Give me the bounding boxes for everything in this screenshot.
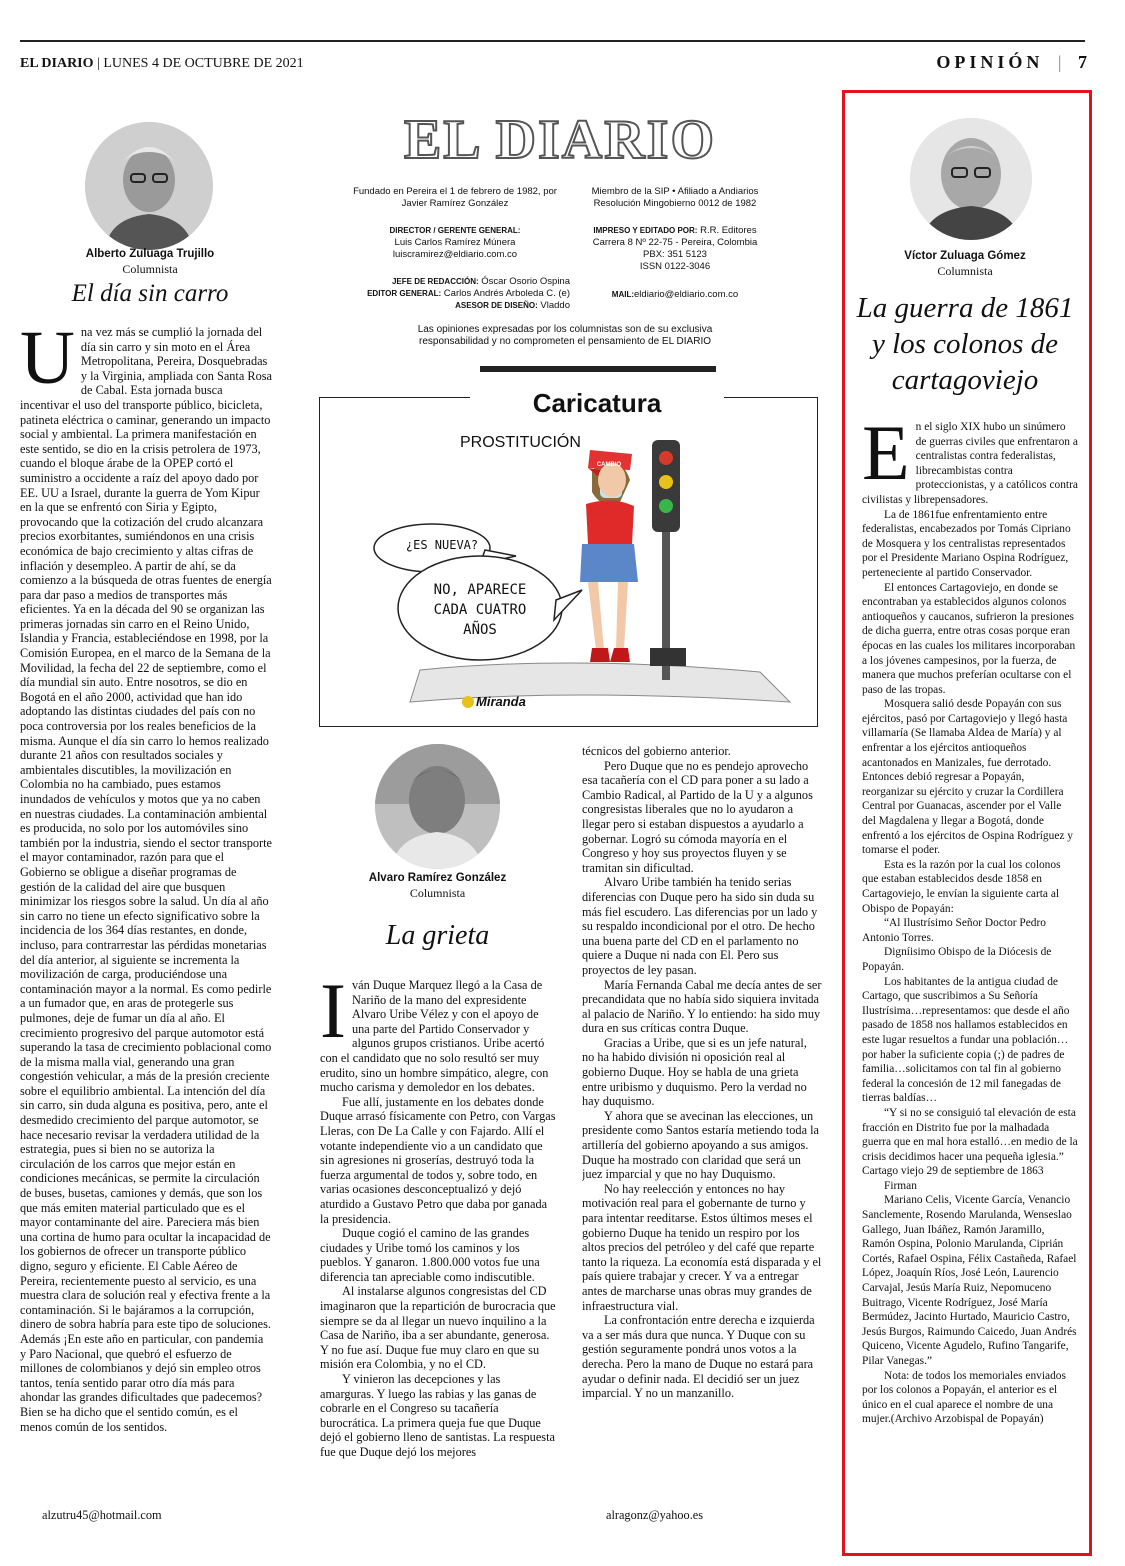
director-block bbox=[350, 225, 560, 261]
paragraph: n el siglo XIX hubo un sinúmero de guerras civiles que enfrentaron a centralistas contra federalistas, librecambistas contra proteccionistas, y a católicos contra civilistas y librepensadores. bbox=[862, 421, 1078, 506]
portrait-icon bbox=[375, 744, 500, 869]
paragraph: Y vinieron las decepciones y las amarguras. Y luego las rabias y las ganas de cobrarle en el Congreso su tacañería burocrática. La primera queja fue que Duque dejó el gobierno lleno de santistas. La respuesta fue que Duque dejó los mejores bbox=[320, 1372, 555, 1459]
member-info: Miembro de la SIP • Afiliado a Andiarios Resolución Mingobierno 0012 de 1982 bbox=[591, 186, 759, 209]
founded-info: Fundado en Pereira el 1 de febrero de 1982, por Javier Ramírez González bbox=[353, 186, 557, 209]
drop-cap: I bbox=[320, 978, 346, 1054]
portrait-icon bbox=[910, 118, 1032, 240]
paragraph: Gracias a Uribe, que si es un jefe natural, no ha habido división ni oposición real al gobierno Duque. Hoy se habla de una grieta entre uribismo y duquismo. Pero la verdad no hay duquismo. bbox=[582, 1035, 807, 1109]
paragraph: Y ahora que se avecinan las elecciones, un presidente como Santos estaría metiendo toda la artillería del gobierno apoyando a sus amigos. Duque ha mostrado con claridad que será un juez imparcial y que no hay Duquismo. bbox=[582, 1108, 819, 1182]
mail-address: eldiario@eldiario.com.co bbox=[634, 289, 739, 300]
director-name: Luis Carlos Ramírez Múnera bbox=[394, 237, 516, 248]
cartoon-signature: Miranda bbox=[476, 694, 526, 709]
mail-block bbox=[575, 289, 775, 301]
portrait-icon bbox=[85, 122, 213, 250]
page-number: 7 bbox=[1078, 52, 1087, 72]
paragraph: na vez más se cumplió la jornada del día sin carro y sin moto en el Área Metropolitana, Pereira, Dosquebradas y la Virginia, ampliada con Santa Rosa de Cabal. Esta jornada busca incentivar el uso del transporte público, bicicleta, patineta eléctrica o caminar, generando un impacto social y ambiental. La primera manifestación en este sentido, se dio en la crisis petrolera de 1973, cuando el bloque árabe de la OPEP cortó el suministro a occidente a raíz del apoyo dado por EE. UU a Israel, durante la guerra de Yom Kipur en la que se enfrentó con Siria y Egipto, provocando que la cotización del crudo alcanzara precios exorbitantes, sumiéndonos en una crisis económica de bajo crecimiento y altas cifras de inflación y desempleo. A partir de ahí, se da comienzo a la búsqueda de otras fuentes de energía para dar paso a medios de transportes más eficientes. Ya en la década del 90 se organizan las primeras jornadas sin carro en el Reino Unido, Islandia y Francia, estableciéndose en 1998, por la Comisión Europea, en el marco de la Semana de la Movilidad, la fecha del 22 de septiembre, como el día mundial sin auto. Entre nosotros, se dio en Bogotá en el año 2000, actividad que han ido adoptando las distintas ciudades del país con no poca controversia por los reales beneficios de la misma. Aunque el día sin carro lo hemos realizado durante 21 años con resultados sociales y ambientales discutibles, la movilización en Colombia no ha cambiado, pues estamos inundados de vehículos y motos que ya no caben en nuestras ciudades. La contaminación ambiental es producida, no solo por los automóviles sino también por la industria, siendo el sector transporte el mayor contaminador, razón para que el Gobierno se obligue a diseñar programas de gestión de la calidad del aire que busquen minimizar los riesgos sobre la salud. Un día al año sin carro no tiene un efecto significativo sobre la incidencia de los 364 días restantes, en donde, incluso, para contrarrestar las pérdidas monetarias del día anterior, al siguiente se incrementa la movilización de carga, produciéndose una contaminación mayor a la normal. Es como pedirle a un fumador que, en aras de protegerle sus pulmones, deje de fumar un día al año. El crecimiento progresivo del parque automotor está superando la tasa de crecimiento poblacional como de la misma malla vial, generando una gran congestión vehicular, a más de la presión creciente sobre el equilibrio ambiental. La intención del día sin carro, sin duda alguna es positiva, pero, ante el desmedido crecimiento del parque automotor, se hace necesario revisar la verdadera utilidad de la estrategia, pues si bien no se autoriza la circulación de los carros que mejor están en condiciones mecánicas, se permite la circulación de buses, busetas, camiones y demás, que son los que más emiten material particulado que es el mayor contaminante del aire. Pareciera más bien una cortina de humo para ocultar la incapacidad de los gobiernos de ofrecer un transporte público digno, seguro y eficiente. El Cable Aéreo de Pereira, recientemente puesto al servicio, es una muestra clara de solución real y efectiva frente a la contaminación. Si le bajáramos a la corrupción, dinero de sobra habría para este tipo de soluciones. Además ¡En este año en particular, con pandemia y Paro Nacional, que quebró el esfuerzo de millones de colombianos y dejó sin empleo otros tantos, tenía sentido parar otro día más para ahondar las grandes dificultades que padecemos? Bien se ha dicho que el sentido común, es el menos común de los sentidos. bbox=[20, 325, 272, 1434]
article-body-col2-left bbox=[320, 978, 557, 1528]
drop-cap: U bbox=[20, 325, 75, 400]
paragraph: Firman bbox=[884, 1179, 917, 1192]
section-name: OPINIÓN bbox=[936, 52, 1044, 72]
asesor-name: Vladdo bbox=[540, 300, 570, 311]
paragraph: ván Duque Marquez llegó a la Casa de Nariño de la mano del expresidente Alvaro Uribe Vélez y con el apoyo de una parte del Partido Conservador y algunos grupos cristianos. Uribe acertó con el candidato que no solo resultó ser muy erudito, sino un hombre simpático, alegre, con mucho carisma y demoledor en los debates. bbox=[320, 978, 549, 1095]
paragraph: El entonces Cartagoviejo, en donde se encontraban ya establecidos algunos colonos antioqueños y caucanos, sufrieron la presiones de dicha guerra, entre otras cosas porque eran épocas en las cuales los militares incorporaban a los jóvenes campesinos, por la fuerza, de manera que muchos preferían ocultarse con el paso de las tropas. bbox=[862, 581, 1076, 696]
cartoon-title: Caricatura bbox=[470, 388, 724, 419]
author-name: Víctor Zuluaga Gómez bbox=[904, 250, 1026, 262]
author-photo-victor bbox=[910, 118, 1032, 240]
paragraph: Pero Duque que no es pendejo aprovecho esa tacañería con el CD para poner a su lado a Cambio Radical, al Partido de la U y a algunos congresistas liberales que no lo ayudaron a llegar pero si estaban dispuestos a ayudarlo a gobernar. Logró su cómoda mayoría en el Congreso y hoy sus proyectos fluyen y se tramitan sin dificultad. bbox=[582, 758, 813, 875]
paragraph: Los habitantes de la antigua ciudad de Cartago, que suscribimos a Su Señoría Ilustrísima…representamos: que desde el año pasado de 1858 nos hallamos establecidos en este lugar resueltos a fundar una población… por haber la suficiente copia (;) de padres de familia…solicitamos con tal fin al gobierno federal la concesión de 12 mil fanegadas de tierras baldías… bbox=[862, 975, 1070, 1105]
printer-label: IMPRESO Y EDITADO POR: bbox=[593, 226, 698, 235]
paragraph: Mosquera salió desde Popayán con sus ejércitos, pasó por Cartagoviejo y llegó hasta villamaría (Se llamaba Aldea de María) y al enfrentar a los ejércitos antioqueños acantonados en Manizales, fue derrotado. Entonces debió regresar a Popayán, reorganizar su ejército y cruzar la Cordillera Central por Guanacas, ascender por el Valle del Magdalena y llegar a Bogotá, donde enfrentó a los ejércitos de Ospina Rodríguez y tomarse el poder. bbox=[862, 698, 1073, 857]
page-header-right: OPINIÓN | 7 bbox=[936, 52, 1087, 72]
author-role: Columnista bbox=[409, 886, 466, 900]
author-photo-alvaro bbox=[375, 744, 500, 869]
printer-issn: ISSN 0122-3046 bbox=[639, 261, 711, 272]
author-role: Columnista bbox=[937, 264, 993, 278]
printer-block bbox=[575, 225, 775, 273]
paragraph: “Al Ilustrísimo Señor Doctor Pedro Antonio Torres. bbox=[862, 917, 1046, 944]
paragraph: La de 1861fue enfrentamiento entre federalistas, encabezados por Tomás Cipriano de Mosquera y los centralistas representados por el Presidente Mariano Ospina Rodríguez, perteneciente al partido Conservador. bbox=[862, 508, 1071, 579]
mail-label: MAIL: bbox=[611, 290, 635, 299]
paper-name: EL DIARIO bbox=[20, 56, 94, 71]
paragraph: Al instalarse algunos congresistas del CD imaginaron que la repartición de burocracia que siempre se da al llegar un nuevo inquilino a la Casa de Nariño, iba a ser abundante, generosa. Y no fue así. Duque fue muy claro en que su misión era Colombia, y no el CD. bbox=[320, 1284, 556, 1372]
author-email: alzutru45@hotmail.com bbox=[42, 1508, 162, 1522]
asesor-label: ASESOR DE DISEÑO: bbox=[455, 301, 538, 310]
issue-date: LUNES 4 DE OCTUBRE DE 2021 bbox=[103, 56, 304, 71]
staff-block bbox=[340, 276, 570, 312]
jefe-label: JEFE DE REDACCIÓN: bbox=[391, 277, 479, 286]
author-name: Alberto Zuluaga Trujillo bbox=[85, 248, 215, 260]
paragraph: Digníisimo Obispo de la Diócesis de Popayán. bbox=[862, 946, 1052, 973]
disclaimer: Las opiniones expresadas por los columnistas son de su exclusiva responsabilidad y no comprometen el pensamiento de EL DIARIO bbox=[417, 324, 713, 347]
paragraph: Duque cogió el camino de las grandes ciudades y Uribe tomó los caminos y los pueblos. Y ganaron. 1.800.000 votos fue una diferencia tan apreciable como indiscutible. bbox=[320, 1226, 540, 1284]
jefe-name: Óscar Osorio Ospina bbox=[481, 276, 570, 287]
cartoon-tab-bar bbox=[480, 366, 716, 372]
cartoon-cap-text: CAMBIO bbox=[596, 462, 622, 468]
page-header-left: EL DIARIO | LUNES 4 DE OCTUBRE DE 2021 bbox=[20, 56, 304, 71]
author-email: alragonz@yahoo.es bbox=[606, 1508, 704, 1522]
cartoon-caption: PROSTITUCIÓN bbox=[460, 434, 581, 451]
director-email: luiscramirez@eldiario.com.co bbox=[392, 249, 518, 260]
paragraph: La confrontación entre derecha e izquierda va a ser más dura que nunca. Y Duque con su gestión seguramente pondrá unos votos a la derecha. Pero la mano de Duque no estará para ayudar o definir nada. El decidió ser un juez imparcial. Y no un manzanillo. bbox=[582, 1313, 815, 1401]
paragraph: María Fernanda Cabal me decía antes de ser precandidata que no había sido siquiera invitada al palacio de Nariño. Y lo entiendo: ha sido muy dura en sus críticas contra Duque. bbox=[582, 977, 822, 1036]
author-role: Columnista bbox=[122, 262, 178, 276]
article-body-col3 bbox=[862, 420, 1078, 1545]
director-label: DIRECTOR / GERENTE GENERAL: bbox=[389, 226, 521, 235]
author-name: Alvaro Ramírez González bbox=[368, 872, 507, 884]
paragraph: Alvaro Uribe también ha tenido serias diferencias con Duque pero ha sido sin duda su más fiel escudero. Las diferencias por un lado y su respaldo incondicional por el otro. De hecho una buena parte del CD en el parlamento no quiere a Duque ni nada con El. Pero sus proyectos de ley pasan. bbox=[582, 875, 818, 977]
paragraph: “Y si no se consiguió tal elevación de esta fracción en Distrito fue por la malhadada guerra que en mal hora estalló…en medio de la crisis decidimos hacer una pequeña iglesia.” Cartago viejo 29 de septiembre de 1863 bbox=[862, 1106, 1078, 1178]
masthead-logo: EL DIARIO bbox=[403, 109, 717, 171]
article-title: La grieta bbox=[385, 920, 490, 951]
author-photo-alberto bbox=[85, 122, 213, 250]
paragraph: Mariano Celis, Vicente García, Venancio Sanclemente, Rosendo Marulanda, Wenseslao Gallego, Juan Ibáñez, Ramón Jaramillo, Ramón Ospina, Polonio Marulanda, Ciprián Cortés, Rafael Ospina, Félix Castañeda, Rafael López, Joaquín Ríos, José León, Laurencio Carvajal, Jesús María Ruiz, Nepomuceno Buitrago, Vicente Rodríguez, José María Bermúdez, Jacinto Hurtado, Mauricio Castro, Jesús Burgos, Raimundo Caicedo, Juan Andrés Quiceno, Vicente Agudelo, Rufino Tangarife, Pilar Vanegas.” bbox=[862, 1194, 1077, 1367]
paragraph: Nota: de todos los memoriales enviados por los colonos a Popayán, el anterior es el único en el cual aparece el nombre de una mujer.(Archivo Arzobispal de Popayán) bbox=[862, 1369, 1066, 1426]
paragraph: Esta es la razón por la cual los colonos que estaban establecidos desde 1858 en Cartagoviejo, le envían la siguiente carta al Obispo de Popayán: bbox=[862, 858, 1061, 915]
cartoon-bubble-1: ¿ES NUEVA? bbox=[405, 538, 479, 552]
article-title: La guerra de 1861 y los colonos de cartagoviejo bbox=[856, 292, 1074, 396]
paragraph: No hay reelección y entonces no hay motivación real para el gobernante de turno y para intentar reeditarse. Estos últimos meses el gobierno Duque ha tenido un respiro por los altos precios del petróleo y del café que reparte tanto la riqueza. La economía está disparada y el país quiere trabajar y crecer. Y va a entregar antes de marcharse unas obras muy grandes de infraestructura vial. bbox=[582, 1181, 822, 1313]
editor-name: Carlos Andrés Arboleda C. (e) bbox=[443, 288, 570, 299]
printer-pbx: PBX: 351 5123 bbox=[643, 249, 707, 260]
article-body-col2-right bbox=[582, 744, 822, 1500]
article-title: El día sin carro bbox=[71, 280, 229, 307]
cartoon-illustration bbox=[320, 440, 814, 724]
drop-cap: E bbox=[862, 420, 910, 496]
printer-name: R.R. Editores bbox=[700, 225, 757, 236]
editor-label: EDITOR GENERAL: bbox=[367, 289, 442, 298]
top-rule bbox=[20, 40, 1085, 42]
paragraph: Fue allí, justamente en los debates donde Duque arrasó físicamente con Petro, con Vargas Lleras, con De La Calle y con Fajardo. Allí el votante independiente vio a un candidato que sin agresiones ni groserías, destruyó toda la fuerza argumental de todos y, sobre todo, en varias ocasiones desconceptualizó y dejó aturdido a Gustavo Petro que daba por ganada la presidencia. bbox=[320, 1094, 556, 1226]
article-body-col1 bbox=[20, 325, 272, 1507]
cartoon-bubble-2: NO, APARECE CADA CUATRO AÑOS bbox=[433, 582, 527, 638]
printer-address: Carrera 8 Nº 22-75 - Pereira, Colombia bbox=[592, 237, 758, 248]
paragraph: técnicos del gobierno anterior. bbox=[582, 744, 731, 758]
